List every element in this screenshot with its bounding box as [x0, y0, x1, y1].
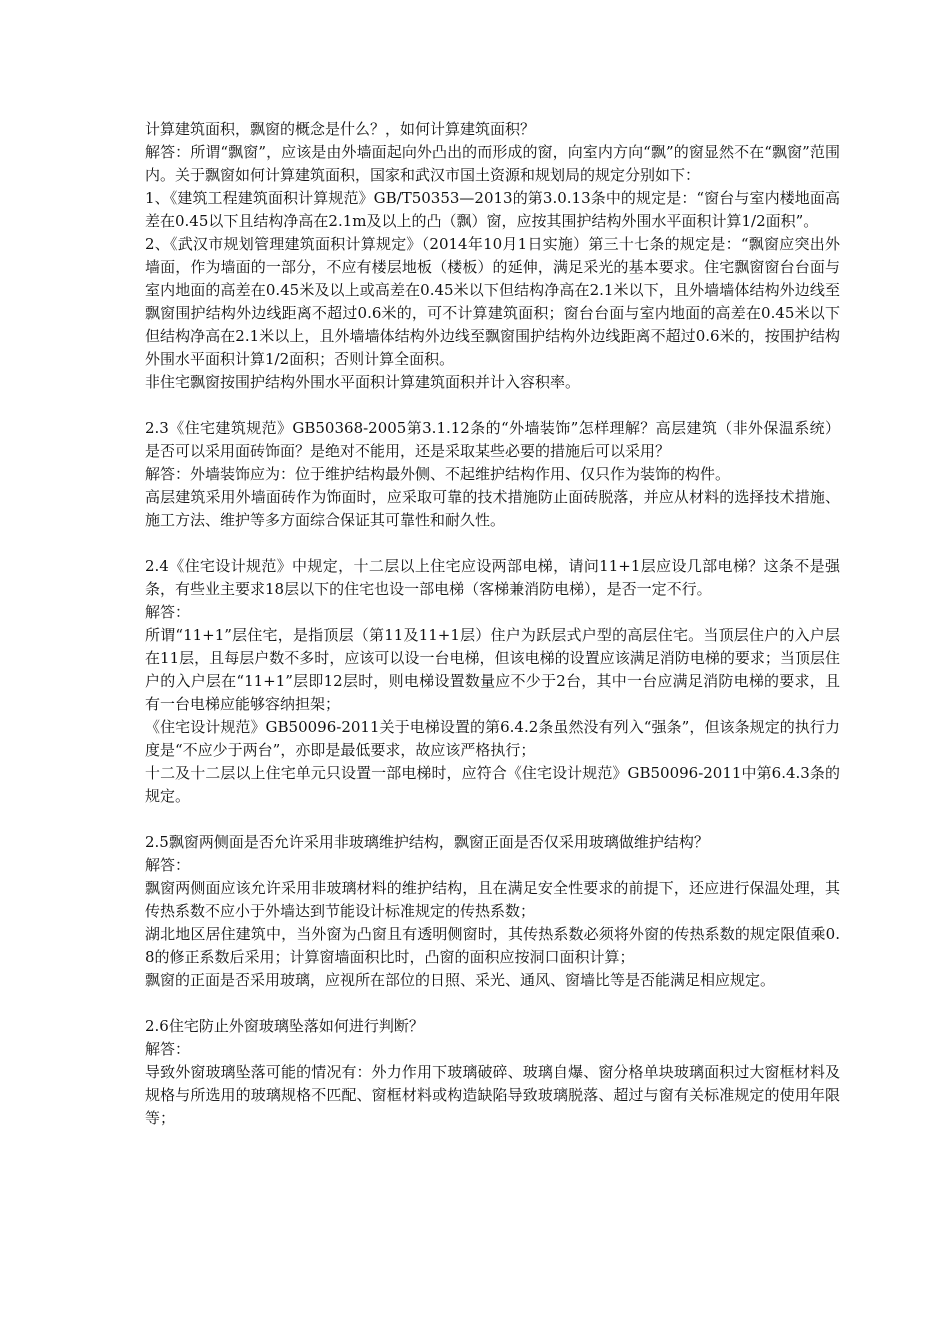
paragraph-question-2-5: 2.5飘窗两侧面是否允许采用非玻璃维护结构，飘窗正面是否仅采用玻璃做维护结构？ — [145, 833, 709, 851]
paragraph-answer-2-5-b: 湖北地区居住建筑中，当外窗为凸窗且有透明侧窗时，其传热系数必须将外窗的传热系数的规定限值乘0.8的修正系数后采用；计算窗墙面积比时，凸窗的面积应按洞口面积计算； — [145, 925, 840, 966]
paragraph-answer-2-4-b: 《住宅设计规范》GB50096-2011关于电梯设置的第6.4.2条虽然没有列入“强条”，但该条规定的执行力度是“不应少于两台”，亦即是最低要求，故应该严格执行； — [145, 718, 840, 759]
paragraph-answer-2-4-a: 所谓“11+1”层住宅，是指顶层（第11及11+1层）住户为跃层式户型的高层住宅。当顶层住户的入户层在11层，且每层户数不多时，应该可以设一台电梯，但该电梯的设置应该满足消防电梯的要求；当顶层住户的入户层在“11+1”层即12层时，则电梯设置数量应不少于2台，其中一台应满足消防电梯的要求，且有一台电梯应能够容纳担架； — [145, 626, 840, 713]
paragraph-answer-2-3: 解答：外墙装饰应为：位于维护结构最外侧、不起维护结构作用、仅只作为装饰的构件。 — [145, 465, 731, 483]
paragraph-gap — [145, 992, 840, 1015]
paragraph-answer-label-2-4: 解答： — [145, 603, 191, 621]
paragraph-answer-2-5-a: 飘窗两侧面应该允许采用非玻璃材料的维护结构，且在满足安全性要求的前提下，还应进行保温处理，其传热系数不应小于外墙达到节能设计标准规定的传热系数； — [145, 879, 840, 920]
paragraph-answer-label-2-5: 解答： — [145, 856, 191, 874]
paragraph-question-2-6: 2.6住宅防止外窗玻璃坠落如何进行判断？ — [145, 1017, 424, 1035]
paragraph-answer-2-4-c: 十二及十二层以上住宅单元只设置一部电梯时，应符合《住宅设计规范》GB50096-2011中第6.4.3条的规定。 — [145, 764, 840, 805]
paragraph-answer-2-5-c: 飘窗的正面是否采用玻璃，应视所在部位的日照、采光、通风、窗墙比等是否能满足相应规定。 — [145, 971, 776, 989]
paragraph-gap — [145, 808, 840, 831]
document-page — [145, 118, 840, 1130]
paragraph-rule-1: 1、《建筑工程建筑面积计算规范》GB/T50353—2013的第3.0.13条中的规定是：“窗台与室内楼地面高差在0.45以下且结构净高在2.1m及以上的凸（飘）窗，应按其围护结构外围水平面积计算1/2面积”。 — [145, 189, 840, 230]
paragraph-answer-1: 解答：所谓“飘窗”，应该是由外墙面起向外凸出的而形成的窗，向室内方向“飘”的窗显然不在“飘窗”范围内。关于飘窗如何计算建筑面积，国家和武汉市国土资源和规划局的规定分别如下： — [145, 143, 840, 184]
paragraph-question-1: 计算建筑面积，飘窗的概念是什么？，如何计算建筑面积？ — [145, 120, 536, 138]
paragraph-non-residential: 非住宅飘窗按围护结构外围水平面积计算建筑面积并计入容积率。 — [145, 373, 581, 391]
paragraph-gap — [145, 394, 840, 417]
paragraph-gap — [145, 532, 840, 555]
paragraph-question-2-4: 2.4《住宅设计规范》中规定，十二层以上住宅应设两部电梯，请问11+1层应设几部电梯？这条不是强条，有些业主要求18层以下的住宅也设一部电梯（客梯兼消防电梯），是否一定不行。 — [145, 557, 840, 598]
paragraph-rule-2: 2、《武汉市规划管理建筑面积计算规定》（2014年10月1日实施）第三十七条的规定是：“飘窗应突出外墙面，作为墙面的一部分，不应有楼层地板（楼板）的延伸，满足采光的基本要求。住宅飘窗窗台台面与室内地面的高差在0.45米及以上或高差在0.45米以下但结构净高在2.1米以下，且外墙墙体结构外边线至飘窗围护结构外边线距离不超过0.6米的，可不计算建筑面积；窗台台面与室内地面的高差在0.45米以下但结构净高在2.1米以上，且外墙墙体结构外边线至飘窗围护结构外边线距离不超过0.6米的，按围护结构外围水平面积计算1/2面积；否则计算全面积。 — [145, 235, 840, 368]
paragraph-answer-label-2-6: 解答： — [145, 1040, 191, 1058]
paragraph-answer-2-3-detail: 高层建筑采用外墙面砖作为饰面时，应采取可靠的技术措施防止面砖脱落，并应从材料的选择技术措施、施工方法、维护等多方面综合保证其可靠性和耐久性。 — [145, 488, 840, 529]
paragraph-question-2-3: 2.3《住宅建筑规范》GB50368-2005第3.1.12条的“外墙装饰”怎样理解？高层建筑（非外保温系统）是否可以采用面砖饰面？是绝对不能用，还是采取某些必要的措施后可以采用？ — [145, 419, 840, 460]
paragraph-answer-2-6-a: 导致外窗玻璃坠落可能的情况有：外力作用下玻璃破碎、玻璃自爆、窗分格单块玻璃面积过大窗框材料及规格与所选用的玻璃规格不匹配、窗框材料或构造缺陷导致玻璃脱落、超过与窗有关标准规定的使用年限等； — [145, 1063, 840, 1127]
